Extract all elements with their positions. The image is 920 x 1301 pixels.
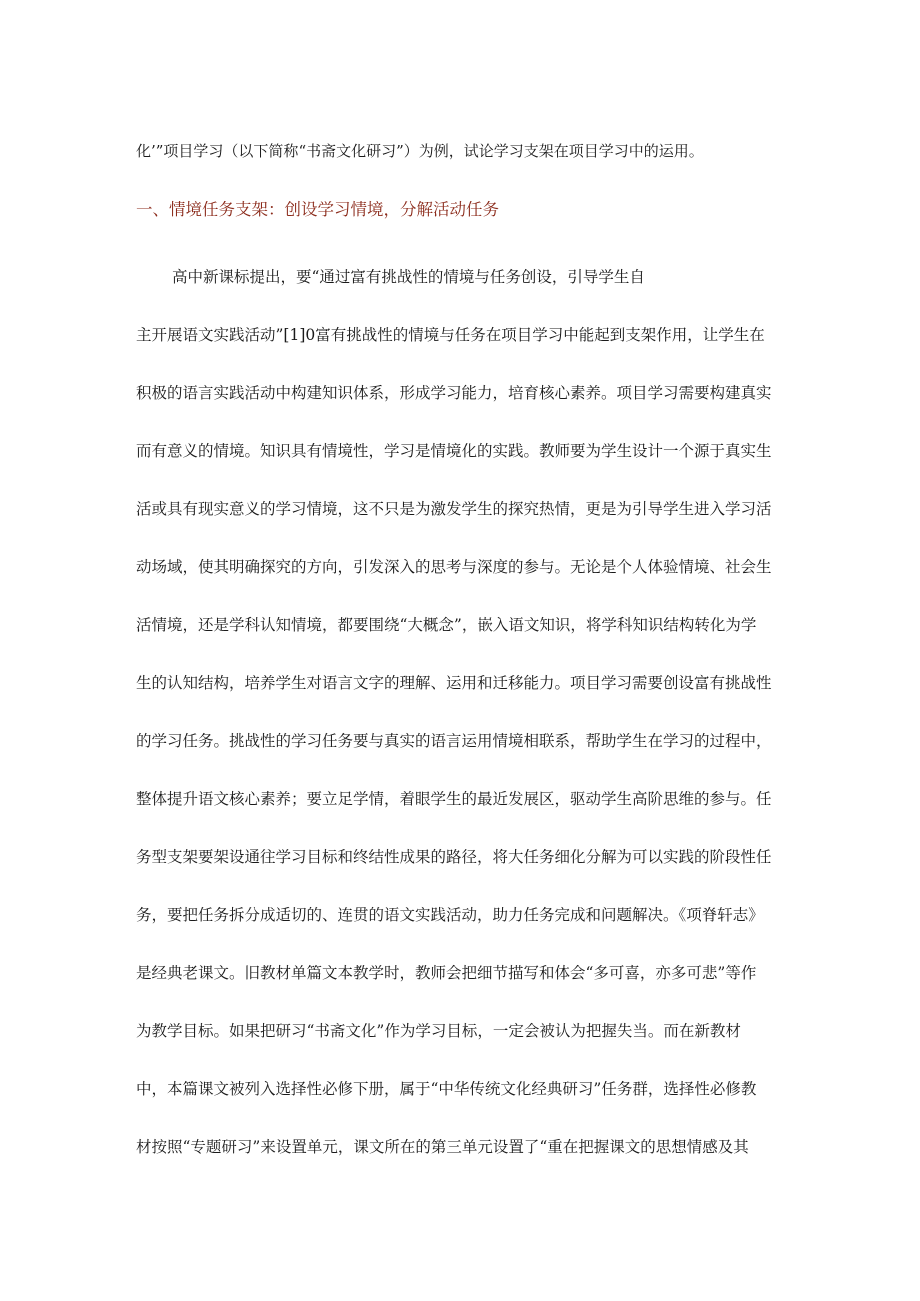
paragraph-line: 为教学目标。如果把研习“书斋文化”作为学习目标，一定会被认为把握失当。而在新教材 <box>136 1022 741 1040</box>
paragraph-line: 的学习任务。挑战性的学习任务要与真实的语言运用情境相联系，帮助学生在学习的过程中， <box>136 732 772 750</box>
paragraph-line: 动场域，使其明确探究的方向，引发深入的思考与深度的参与。无论是个人体验情境、社会生 <box>136 558 772 576</box>
paragraph-line: 主开展语文实践活动”[1]0富有挑战性的情境与任务在项目学习中能起到支架作用，让学生在 <box>136 326 765 344</box>
paragraph-line: 整体提升语文核心素养；要立足学情，着眼学生的最近发展区，驱动学生高阶思维的参与。任 <box>136 790 772 808</box>
paragraph-line: 积极的语言实践活动中构建知识体系，形成学习能力，培育核心素养。项目学习需要构建真实 <box>136 384 772 402</box>
paragraph-line: 中，本篇课文被列入选择性必修下册，属于“中华传统文化经典研习”任务群，选择性必修教 <box>136 1080 757 1098</box>
paragraph-line: 务型支架要架设通往学习目标和终结性成果的路径，将大任务细化分解为可以实践的阶段性任 <box>136 848 772 866</box>
paragraph-line: 高中新课标提出，要“通过富有挑战性的情境与任务创设，引导学生自 <box>172 268 645 286</box>
paragraph-line: 材按照“专题研习”来设置单元，课文所在的第三单元设置了“重在把握课文的思想情感及其 <box>136 1138 749 1156</box>
paragraph-line: 是经典老课文。旧教材单篇文本教学时，教师会把细节描写和体会“多可喜，亦多可悲”等作 <box>136 964 757 982</box>
paragraph-line: 而有意义的情境。知识具有情境性，学习是情境化的实践。教师要为学生设计一个源于真实生 <box>136 442 772 460</box>
paragraph-line: 生的认知结构，培养学生对语言文字的理解、运用和迁移能力。项目学习需要创设富有挑战性 <box>136 674 772 692</box>
intro-line: 化’”项目学习（以下简称“书斋文化研习”）为例，试论学习支架在项目学习中的运用。 <box>136 142 704 160</box>
paragraph-line: 活或具有现实意义的学习情境，这不只是为激发学生的探究热情，更是为引导学生进入学习活 <box>136 500 772 518</box>
section-heading: 一、情境任务支架：创设学习情境，分解活动任务 <box>136 200 499 219</box>
paragraph-line: 务，要把任务拆分成适切的、连贯的语文实践活动，助力任务完成和问题解决。《项脊轩志》 <box>136 906 764 924</box>
paragraph-line: 活情境，还是学科认知情境，都要围绕“大概念”，嵌入语文知识，将学科知识结构转化为学 <box>136 616 757 634</box>
